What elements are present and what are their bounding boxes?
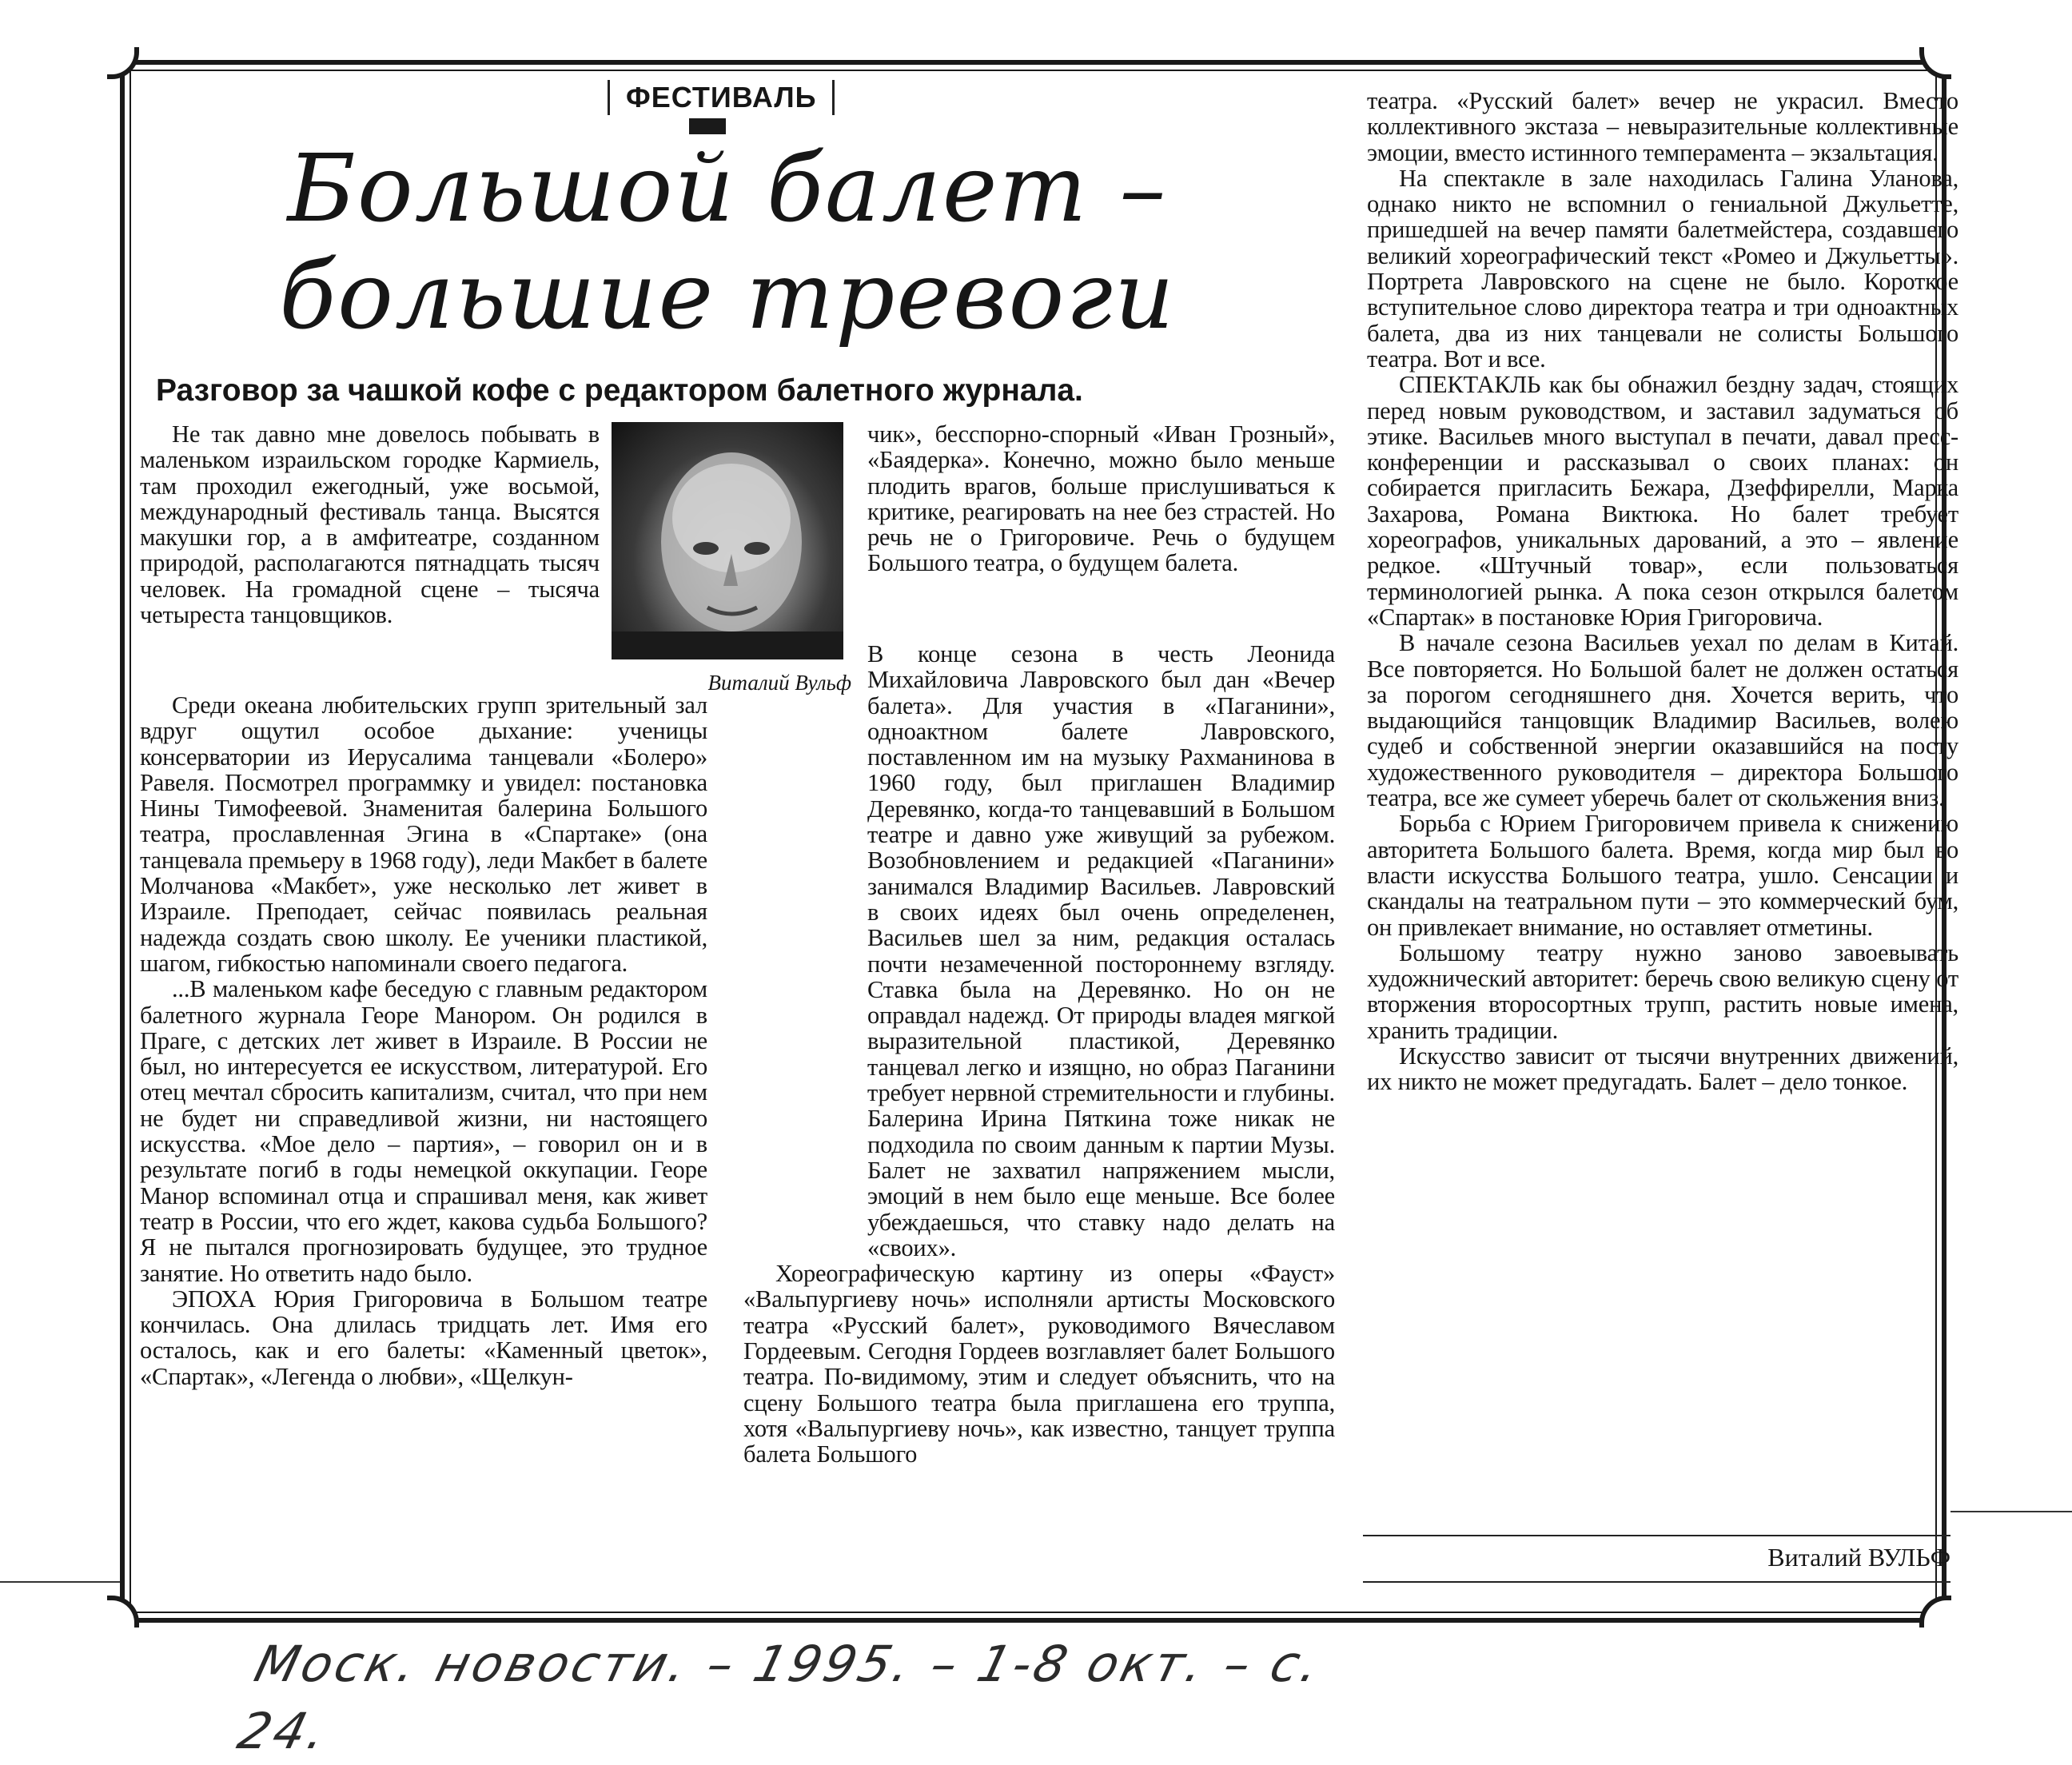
scan-artifact-line-right: [1950, 1511, 2072, 1512]
paragraph: На спектакле в зале находилась Галина Уланова, однако никто не вспомнил о гениальной Джульетте, пришедшей на вечер памяти балетмейстера, создавшего великий хореографический текст «Ромео и Джульетты». Портрета Лавровского на сцене не было. Короткое вступительное слово директора театра и три одноактных балета, два из них танцевали не солисты Большого театра. Вот и все.: [1367, 164, 1958, 373]
rubric-marker: [689, 118, 726, 134]
headline-line-2: большие тревоги: [279, 242, 1176, 350]
column-3: [1367, 88, 1958, 1095]
paragraph: В конце сезона в честь Леонида Михайловича Лавровского был дан «Вечер балета». Для участия в «Паганини», одноактном балете Лавровского, поставленном им на музыку Рахманинова в 1960 году, был приглашен Владимир Деревянко, когда-то танцевавший в Большом театре и давно уже живущий за рубежом. Возобновлением и редакцией «Паганини» занимался Владимир Васильев. Лавровский в своих идеях был очень определенен, Васильев шел за ним, редакция осталась почти незамеченной постороннему взгляду. Ставка была на Деревянко. Но он не оправдал надежд. От природы владея мягкой выразительной пластикой, Деревянко танцевал легко и изящно, но образ Паганини требует нервной стремительности и глубины. Балерина Ирина Пяткина тоже никак не подходила по своим данным к партии Музы. Балет не захватил напряжением мысли, эмоций в нем было еще меньше. Все более убеждаешься, что ставку надо делать на «своих».: [867, 640, 1335, 1261]
paragraph: В начале сезона Васильев уехал по делам в Китай. Все повторяется. Но Большой балет не должен остаться за порогом сегодняшнего дня. Хочется верить, что выдающийся танцовщик Владимир Васильев, волею судеб и собственной энергии оказавшийся на посту художественного руководителя – директора Большого театра, все же сумеет уберечь балет от скольжения вниз.: [1367, 629, 1958, 812]
paragraph: Борьба с Юрием Григоровичем привела к снижению авторитета Большого балета. Время, когда мир был во власти искусства Большого театра, ушло. Сенсации и скандалы на театральном пути – это коммерческий бум, он привлекает внимание, но оставляет отметины.: [1367, 810, 1958, 941]
column-1: [140, 421, 604, 628]
author-portrait-photo: [612, 422, 843, 659]
paragraph: театра. «Русский балет» вечер не украсил. Вместо коллективного экстаза – невыразительные коллективные эмоции, вместо истинного темперамента – экзальтация.: [1367, 87, 1958, 166]
paragraph: Искусство зависит от тысячи внутренних движений, их никто не может предугадать. Балет – дело тонкое.: [1367, 1042, 1958, 1096]
scan-artifact-line-left: [0, 1581, 120, 1583]
paragraph: чик», бесспорно-спорный «Иван Грозный», «Баядерка». Конечно, можно было меньше плодить врагов, больше прислушиваться к критике, реагировать на нее без страстей. Но речь не о Григоровиче. Речь о будущем Большого театра, о будущем балета.: [867, 420, 1335, 577]
author-signature: Виталий ВУЛЬФ: [1767, 1543, 1950, 1572]
paragraph: ЭПОХА Юрия Григоровича в Большом театре кончилась. Она длилась тридцать лет. Имя его осталось, как и его балеты: «Каменный цветок», «Спартак», «Легенда о любви», «Щелкун-: [140, 1285, 707, 1390]
portrait-silhouette: [612, 422, 843, 659]
paragraph: Среди океана любительских групп зрительный зал вдруг ощутил особое дыхание: ученицы консерватории из Иерусалима танцевали «Болеро» Равеля. Посмотрел программку и увидел: постановка Нины Тимофеевой. Знаменитая балерина Большого театра, прославленная Эгина в «Спартаке» (она танцевала премьеру в 1968 году), леди Макбет в балете Молчанова «Макбет», уже несколько лет живет в Израиле. Преподает, сейчас появилась реальная надежда создать свою школу. Ее ученики пластикой, шагом, гибкостью напоминали своего педагога.: [140, 691, 707, 977]
photo-caption: Виталий Вульф: [707, 671, 851, 695]
section-rubric: ФЕСТИВАЛЬ: [608, 80, 835, 115]
column-2-top: [867, 421, 1335, 576]
handwritten-source-note: Моск. новости. – 1995. – 1-8 окт. – с. 24.: [232, 1635, 1329, 1760]
paragraph: ...В маленьком кафе беседую с главным редактором балетного журнала Георе Манором. Он родился в Праге, с детских лет живет в Израиле. В России не был, но интересуется ее искусством, литературой. Его отец мечтал сбросить капитализм, считал, что при нем не будет ни справедливой жизни, ни настоящего искусства. «Мое дело – партия», – говорил он и в результате погиб в годы немецкой оккупации. Георе Манор вспоминал отца и спрашивал меня, как живет театр в России, что его ждет, какова судьба Большого? Я не пытался прогнозировать будущее, это трудное занятие. Но ответить надо было.: [140, 975, 707, 1287]
paragraph: Хореографическую картину из оперы «Фауст» «Вальпургиеву ночь» исполняли артисты Московского театра «Русский балет», руководимого Вячеславом Гордеевым. Сегодня Гордеев возглавляет балет Большого театра. По-видимому, этим и следует объяснить, что на сцену Большого театра была приглашена его труппа, хотя «Вальпургиеву ночь», как известно, танцует труппа балета Большого: [743, 1260, 1335, 1468]
signature-rule-bottom: [1363, 1581, 1950, 1583]
article-headline: [200, 136, 1255, 350]
headline-line-1: Большой балет –: [287, 135, 1168, 243]
column-2: [743, 641, 1335, 1468]
signature-rule-top: [1363, 1535, 1950, 1536]
article-subheadline: Разговор за чашкой кофе с редактором балетного журнала.: [156, 373, 1083, 408]
paragraph: Не так давно мне довелось побывать в маленьком израильском городке Кармиель, там проходил ежегодный, уже восьмой, международный фестиваль танца. Высятся макушки гор, а в амфитеатре, созданном природой, располагаются пятнадцать тысяч человек. На громадной сцене – тысяча четыреста танцовщиков.: [140, 420, 600, 629]
paragraph: СПЕКТАКЛЬ как бы обнажил бездну задач, стоящих перед новым руководством, и заставил задуматься об этике. Васильев много выступал в печати, давал пресс-конференции и рассказывал о своих планах: он собирается пригласить Бежара, Дзеффирелли, Марка Захарова, Романа Виктюка. Но балет требует хореографов, уникальных дарований, а это – явление редкое. «Штучный товар», если пользоваться терминологией рынка. А пока сезон открылся балетом «Спартак» в постановке Юрия Григоровича.: [1367, 371, 1958, 631]
paragraph: Большому театру нужно заново завоевывать художнический авторитет: беречь свою великую сцену от вторжения второсортных трупп, растить новые имена, хранить традиции.: [1367, 938, 1958, 1044]
column-1-continued: [140, 692, 707, 1389]
